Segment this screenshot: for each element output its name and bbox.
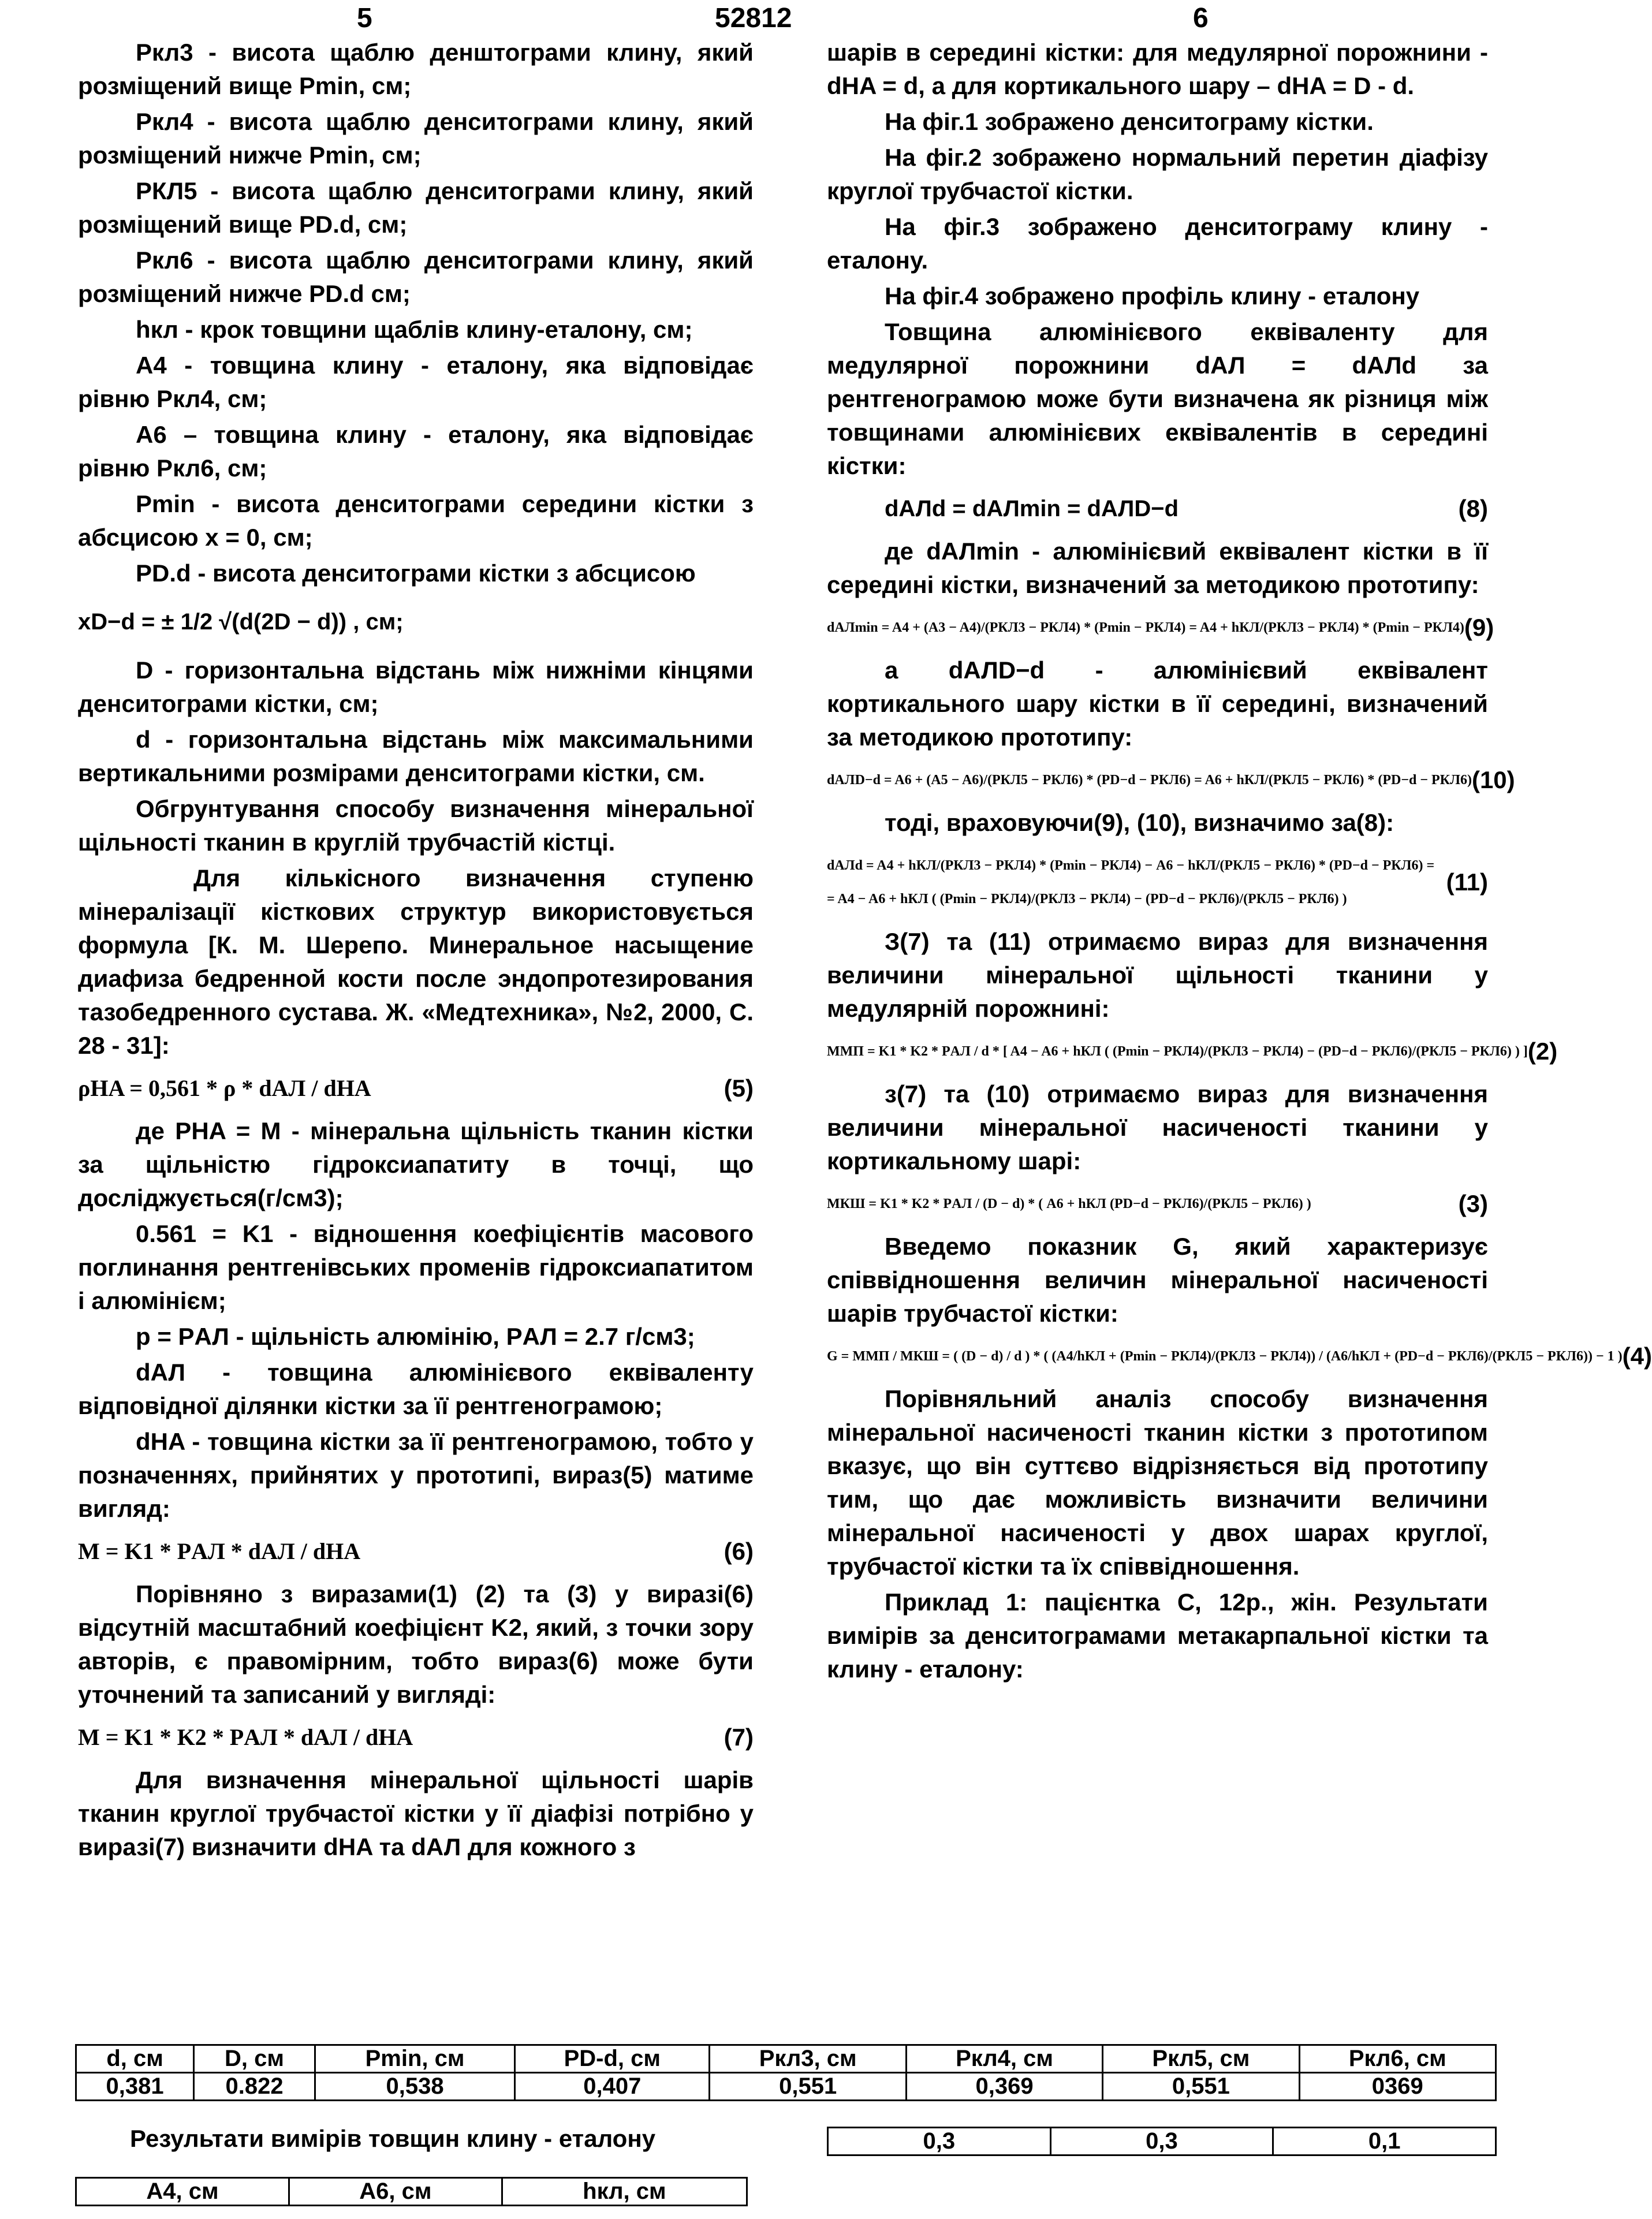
definition-pmin: Pmin - висота денситограми середини кістки з абсцисою х = 0, см; [78,490,754,551]
table-cell: 0,407 [515,2073,710,2101]
formula-2: MМП = K1 * K2 * PАЛ / d * [ A4 − A6 + hКЛ ( (Pmin − PКЛ4)/(PКЛ3 − PКЛ4) − (PD−d − PКЛ6)/(PКЛ5 − PКЛ6) ) ] (2) [827,1038,1558,1065]
definition-k1: 0.561 = K1 - відношення коефіцієнтів масового поглинання рентгенівських променів гідроксиапатитом і алюмінієм; [78,1220,754,1314]
table-header-cell: PD-d, см [515,2045,710,2073]
paragraph-dal-dd: а dАЛD−d - алюмінієвий еквівалент кортикального шару кістки в її середині, визначений за методикою прототипу: [827,657,1488,751]
paragraph-analysis: Порівняльний аналіз способу визначення мінеральної насиченості тканин кістки з прототипом вказує, що він суттєво відрізняється від прототипу тим, що дає можливість визначити величини мінеральної насиченості у двох шарах круглої, трубчастої кістки та їх співвідношення. [827,1385,1488,1580]
justification-heading: Обгрунтування способу визначення мінеральної щільності тканин в круглій трубчастій кістці. [78,795,754,856]
figure-4-caption: На фіг.4 зображено профіль клину - еталону [885,282,1420,309]
table-header-cell: Pкл5, см [1103,2045,1299,2073]
table-cell: 0.822 [194,2073,315,2101]
formula-11: dАЛd = A4 + hКЛ/(PКЛ3 − PКЛ4) * (Pmin − PКЛ4) − A6 − hКЛ/(PКЛ5 − PКЛ6) * (PD−d − PКЛ6) = = A4 − A6 + hКЛ ( (Pmin − PКЛ4)/(PКЛ3 − PКЛ4) − (PD−d − PКЛ6)/(PКЛ5 − PКЛ6) ) (11) [827,849,1488,916]
measurements-table [75,2044,1497,2101]
paragraph-g-index: Введемо показник G, який характеризує співвідношення величин мінеральної насиченості шарів трубчастої кістки: [827,1233,1488,1327]
table-cell: 0,1 [1273,2128,1496,2155]
table-cell: 0369 [1299,2073,1496,2101]
table-cell: 0,369 [906,2073,1102,2101]
paragraph-dal-min: де dАЛmin - алюмінієвий еквівалент кістки в її середині кістки, визначений за методикою прототипу: [827,538,1488,598]
table-cell: 0,538 [315,2073,514,2101]
table-row [76,2073,1496,2101]
patent-number: 52812 [715,3,792,33]
paragraph-cortical-density: з(7) та (10) отримаємо вираз для визначення величини мінеральної насиченості тканини у кортикальному шарі: [827,1080,1488,1174]
wedge-headers-table [75,2177,748,2206]
page-number-right: 6 [1193,3,1209,33]
paragraph-layers-cont: шарів в середині кістки: для медулярної порожнини - dHA = d, а для кортикального шару – dHA = D - d. [827,39,1488,99]
paragraph-then: тоді, враховуючи(9), (10), визначимо за(8): [885,809,1394,836]
definition-pdd: PD.d - висота денситограми кістки з абсцисою [136,560,696,587]
formula-10: dАЛD−d = A6 + (A5 − A6)/(PКЛ5 − PКЛ6) * (PD−d − PКЛ6) = A6 + hКЛ/(PКЛ5 − PКЛ6) * (PD−d − PКЛ6) (10) [827,766,1515,793]
definition-a4: A4 - товщина клину - еталону, яка відповідає рівню Pкл4, см; [78,352,754,412]
wedge-results-caption: Результати вимірів товщин клину - еталону [130,2125,656,2152]
table-header-cell: Pкл4, см [906,2045,1102,2073]
definition-dha: dHA - товщина кістки за її рентгенограмою, тобто у позначеннях, прийнятих у прототипі, вираз(5) матиме вигляд: [78,1428,754,1522]
table-cell: 0,3 [1050,2128,1273,2155]
definition-pkl4: Pкл4 - висота щаблю денситограми клину, який розміщений нижче Pmin, см; [78,108,754,169]
table-cell: 0,551 [1103,2073,1299,2101]
table-cell: 0,381 [76,2073,194,2101]
definition-a6: A6 – товщина клину - еталону, яка відповідає рівню Pкл6, см; [78,421,754,482]
page-number-left: 5 [357,3,372,33]
table-cell: 0,551 [710,2073,906,2101]
table-header-row [76,2178,747,2206]
paragraph-medullary: Товщина алюмінієвого еквіваленту для медулярної порожнини dАЛ = dАЛd за рентгенограмою може бути визначена як різниця між товщинами алюмінієвих еквівалентів в середині кістки: [827,318,1488,479]
formula-5: ρHA = 0,561 * ρ * dАЛ / dHA (5) [78,1075,754,1102]
table-header-cell: A4, см [76,2178,289,2206]
figure-3-caption: На фіг.3 зображено денситограму клину - еталону. [827,213,1488,274]
paragraph-layers: Для визначення мінеральної щільності шарів тканин круглої трубчастої кістки у її діафізі потрібно у виразі(7) визначити dHA та dАЛ для кожного з [78,1766,754,1860]
formula-7: M = K1 * K2 * PАЛ * dАЛ / dHA (7) [78,1724,754,1751]
definition-pkl5: PКЛ5 - висота щаблю денситограми клину, який розміщений вище PD.d, см; [78,177,754,238]
paragraph-comparison: Порівняно з виразами(1) (2) та (3) у виразі(6) відсутній масштабний коефіцієнт K2, який, з точки зору авторів, є правомірним, тобто вираз(6) може бути уточнений та записаний у вигляді: [78,1580,754,1708]
wedge-values-table [827,2127,1497,2156]
definition-D: D - горизонтальна відстань між нижніми кінцями денситограми кістки, см; [78,657,754,717]
definition-pkl6: Pкл6 - висота щаблю денситограми клину, який розміщений нижче PD.d см; [78,247,754,307]
formula-3: MКШ = K1 * K2 * PАЛ / (D − d) * ( A6 + hКЛ (PD−d − PКЛ6)/(PКЛ5 − PКЛ6) ) (3) [827,1190,1488,1217]
paragraph-example-1: Приклад 1: пацієнтка С, 12р., жін. Результати вимірів за денситограмами метакарпальної кістки та клину - еталону: [827,1588,1488,1683]
formula-4: G = MМП / MКШ = ( (D − d) / d ) * ( (A4/hКЛ + (Pmin − PКЛ4)/(PКЛ3 − PКЛ4)) / (A6/hКЛ + (PD−d − PКЛ6)/(PКЛ5 − PКЛ6)) − 1 ) (4) [827,1342,1652,1370]
definition-pha: де PHA = M - мінеральна щільність тканин кістки за щільністю гідроксиапатиту в точці, що досліджується(г/см3); [78,1117,754,1211]
formula-11-lines: dАЛd = A4 + hКЛ/(PКЛ3 − PКЛ4) * (Pmin − PКЛ4) − A6 − hКЛ/(PКЛ5 − PКЛ6) * (PD−d − PКЛ6) = = A4 − A6 + hКЛ ( (Pmin − PКЛ4)/(PКЛ3 − PКЛ4) − (PD−d − PКЛ6)/(PКЛ5 − PКЛ6) ) [827,858,1435,907]
table-header-cell: Pкл3, см [710,2045,906,2073]
left-column [78,36,754,1866]
table-header-row [76,2045,1496,2073]
table-header-cell: A6, см [289,2178,502,2206]
paragraph-medullary-density: З(7) та (11) отримаємо вираз для визначення величини мінеральної щільності тканини у медулярній порожнині: [827,928,1488,1022]
figure-1-caption: На фіг.1 зображено денситограму кістки. [885,108,1374,135]
table-header-cell: hкл, см [502,2178,747,2206]
paragraph-formula-source: Для кількісного визначення ступеню мінералізації кісткових структур використовується формула [К. М. Шерепо. Минеральное насыщение диафиза бедренной кости после эндопротезирования тазобедренного сустава. Ж. «Медтехника», №2, 2000, С. 28 - 31]: [78,864,754,1059]
definition-d: d - горизонтальна відстань між максимальними вертикальними розмірами денситограми кістки, см. [78,726,754,786]
definition-pal: p = PАЛ - щільність алюмінію, PАЛ = 2.7 г/см3; [136,1323,695,1350]
formula-xd: xD−d = ± 1/2 √(d(2D − d)) , см; [78,609,404,635]
formula-9: dАЛmin = A4 + (A3 − A4)/(PКЛ3 − PКЛ4) * (Pmin − PКЛ4) = A4 + hКЛ/(PКЛ3 − PКЛ4) * (Pmin − PКЛ4) (9) [827,614,1494,641]
definition-pkl3: Pкл3 - висота щаблю денштограми клину, який розміщений вище Pmin, см; [78,39,754,99]
formula-8: dАЛd = dАЛmin = dАЛD−d (8) [885,495,1488,522]
definition-hkl: hкл - крок товщини щаблів клину-еталону, см; [136,316,693,343]
right-column [827,36,1652,1688]
table-header-cell: D, см [194,2045,315,2073]
table-header-cell: Pmin, см [315,2045,514,2073]
table-cell: 0,3 [828,2128,1051,2155]
figure-2-caption: На фіг.2 зображено нормальний перетин діафізу круглої трубчастої кістки. [827,144,1488,204]
formula-6: M = K1 * PАЛ * dАЛ / dHA (6) [78,1538,754,1565]
definition-dal: dАЛ - товщина алюмінієвого еквіваленту відповідної ділянки кістки за її рентгенограмою; [78,1359,754,1419]
table-header-cell: Pкл6, см [1299,2045,1496,2073]
table-row [828,2128,1496,2155]
table-header-cell: d, см [76,2045,194,2073]
